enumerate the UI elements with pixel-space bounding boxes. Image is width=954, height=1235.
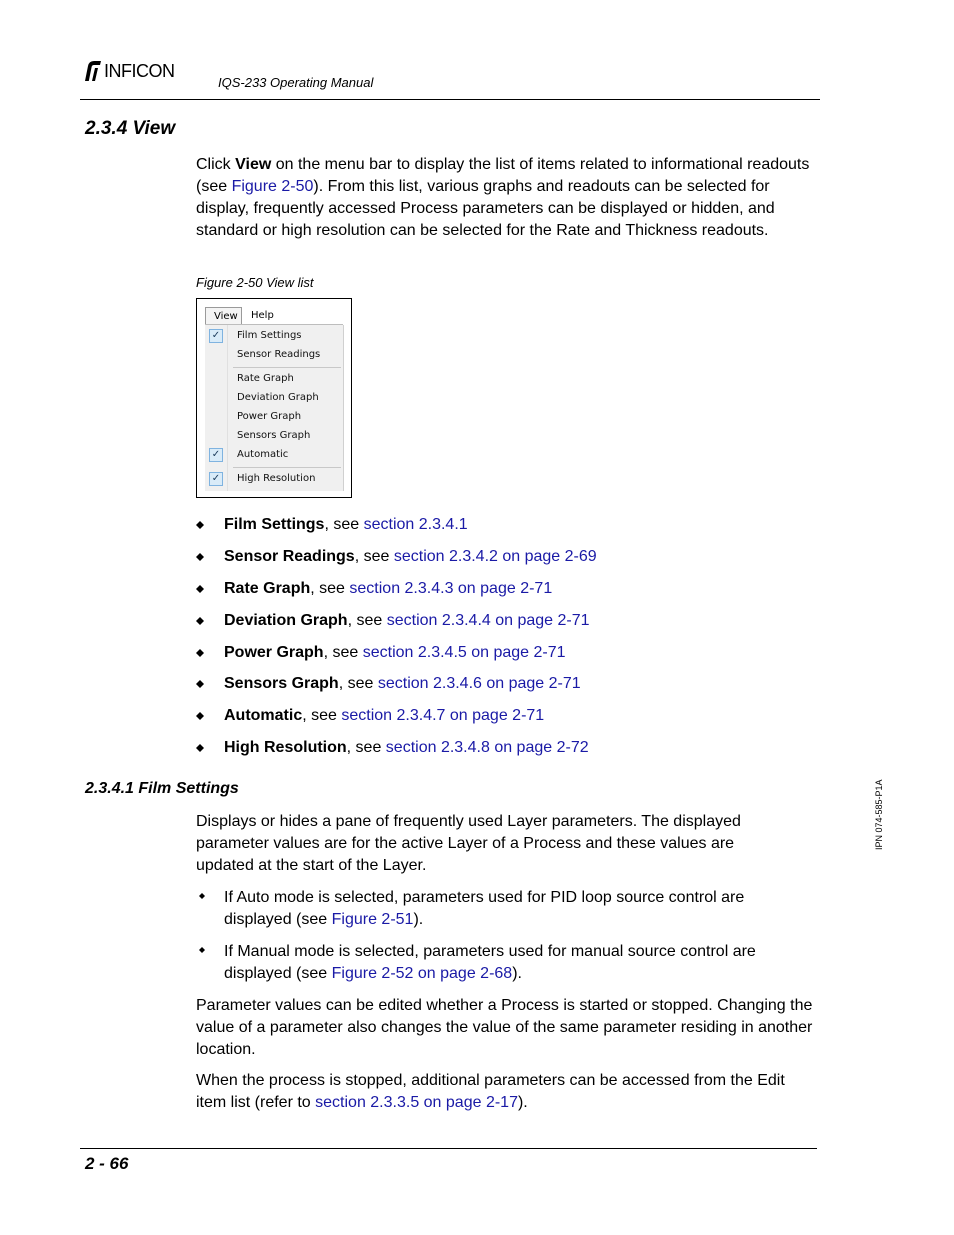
- figure-caption: Figure 2-50 View list: [196, 275, 314, 290]
- footer-divider: [80, 1148, 817, 1149]
- list-item-text: , see: [310, 580, 350, 597]
- view-dropdown: [205, 325, 344, 491]
- list-item-term: Sensor Readings: [224, 548, 355, 565]
- page-number: 2 - 66: [85, 1154, 129, 1173]
- list-item: [224, 610, 590, 632]
- menu-item-automatic[interactable]: Automatic: [237, 449, 289, 460]
- figure-2-52-link[interactable]: Figure 2-52 on page 2-68: [331, 965, 513, 982]
- menu-gutter: [227, 325, 228, 491]
- intro-text-3: ). From this list, various graphs and readouts can be selected for display, frequently accessed Process parameters can be displayed or hidden, and standard or high resolution can be selected for the Rate and Thickness readouts.: [196, 178, 775, 239]
- bullet-text: If Auto mode is selected, parameters used for PID loop source control are displayed (see: [224, 889, 745, 928]
- list-item-text: , see: [354, 548, 394, 565]
- document-title: IQS-233 Operating Manual: [218, 75, 374, 90]
- menu-item-high-resolution[interactable]: High Resolution: [237, 473, 316, 484]
- list-item-term: Power Graph: [224, 644, 324, 661]
- list-item: [224, 642, 566, 664]
- figure-2-51-link[interactable]: Figure 2-51: [331, 911, 414, 928]
- menu-item-rate-graph[interactable]: Rate Graph: [237, 373, 294, 384]
- list-item-term: Sensors Graph: [224, 675, 339, 692]
- menu-item-sensors-graph[interactable]: Sensors Graph: [237, 430, 311, 441]
- section-link[interactable]: section 2.3.4.4 on page 2-71: [386, 612, 590, 629]
- menu-item-power-graph[interactable]: Power Graph: [237, 411, 302, 422]
- list-item: [224, 705, 544, 727]
- intro-text-2: on the menu bar to display the list of items related to informational readouts (see: [196, 156, 810, 195]
- list-item: [224, 514, 468, 536]
- bullet-text: If Manual mode is selected, parameters used for manual source control are displayed (see: [224, 943, 756, 982]
- diamond-bullet-icon: [196, 680, 204, 688]
- diamond-bullet-icon: [196, 553, 204, 561]
- automatic-check-icon: ✓: [209, 448, 223, 462]
- inficon-logo: [82, 59, 202, 83]
- diamond-bullet-icon: [199, 947, 205, 953]
- diamond-bullet-icon: [196, 649, 204, 657]
- logo-text: INFICON: [104, 61, 175, 81]
- paragraph-text: When the process is stopped, additional parameters can be accessed from the Edit item list (refer to: [196, 1072, 785, 1111]
- list-item-term: Film Settings: [224, 516, 325, 533]
- list-item-text: , see: [346, 739, 386, 756]
- menu-item-deviation-graph[interactable]: Deviation Graph: [237, 392, 319, 403]
- menu-tab-view[interactable]: View: [205, 307, 242, 324]
- diamond-bullet-icon: [199, 893, 205, 899]
- menu-tab-help[interactable]: Help: [251, 310, 274, 321]
- view-menu-figure: [196, 298, 352, 498]
- menu-separator: [233, 367, 341, 368]
- film-settings-paragraph: Displays or hides a pane of frequently used Layer parameters. The displayed parameter values are for the active Layer of a Process and these values are updated at the start of the Layer.: [196, 813, 741, 874]
- list-item-text: , see: [338, 675, 378, 692]
- section-link[interactable]: section 2.3.4.5 on page 2-71: [362, 644, 566, 661]
- subsection-heading: 2.3.4.1 Film Settings: [85, 780, 239, 797]
- list-item-term: High Resolution: [224, 739, 347, 756]
- list-item: [224, 673, 581, 695]
- inficon-logo-mark-icon: [82, 60, 102, 82]
- menu-item-film-settings[interactable]: Film Settings: [237, 330, 302, 341]
- intro-paragraph: [196, 154, 816, 242]
- header-divider: [80, 99, 820, 100]
- menu-separator: [233, 467, 341, 468]
- list-item-text: , see: [323, 644, 363, 661]
- list-item-term: Deviation Graph: [224, 612, 348, 629]
- list-item-text: , see: [302, 707, 342, 724]
- film-settings-check-icon: ✓: [209, 329, 223, 343]
- parameter-edit-paragraph: Parameter values can be edited whether a Process is started or stopped. Changing the value of a parameter also changes the value of the same parameter residing in another location.: [196, 997, 813, 1058]
- section-2-3-3-5-link[interactable]: section 2.3.3.5 on page 2-17: [315, 1094, 518, 1111]
- ipn-text: IPN 074-585-P1A: [874, 779, 884, 850]
- bullet-text-end: ).: [512, 965, 522, 982]
- diamond-bullet-icon: [196, 744, 204, 752]
- section-link[interactable]: section 2.3.4.2 on page 2-69: [393, 548, 597, 565]
- paragraph-text-end: ).: [517, 1094, 528, 1111]
- list-item: [224, 546, 597, 568]
- list-item: [224, 737, 589, 759]
- intro-bold-view: View: [235, 156, 272, 173]
- ipn-label: [874, 775, 886, 850]
- section-link[interactable]: section 2.3.4.8 on page 2-72: [385, 739, 589, 756]
- auto-mode-bullet: [224, 887, 814, 931]
- manual-mode-bullet: [224, 941, 814, 985]
- list-item: [224, 578, 552, 600]
- diamond-bullet-icon: [196, 617, 204, 625]
- section-heading: 2.3.4 View: [85, 118, 176, 139]
- section-link[interactable]: section 2.3.4.3 on page 2-71: [349, 580, 553, 597]
- list-item-term: Automatic: [224, 707, 303, 724]
- figure-2-50-link[interactable]: Figure 2-50: [231, 178, 314, 195]
- list-item-text: , see: [347, 612, 387, 629]
- menu-item-sensor-readings[interactable]: Sensor Readings: [237, 349, 321, 360]
- high-resolution-check-icon: ✓: [209, 472, 223, 486]
- list-item-text: , see: [324, 516, 364, 533]
- diamond-bullet-icon: [196, 712, 204, 720]
- intro-text-1: Click: [196, 156, 236, 173]
- menu-bar: [205, 307, 343, 325]
- diamond-bullet-icon: [196, 521, 204, 529]
- section-link[interactable]: section 2.3.4.1: [363, 516, 468, 533]
- diamond-bullet-icon: [196, 585, 204, 593]
- section-link[interactable]: section 2.3.4.6 on page 2-71: [377, 675, 581, 692]
- section-link[interactable]: section 2.3.4.7 on page 2-71: [341, 707, 545, 724]
- process-stopped-paragraph: [196, 1070, 816, 1114]
- bullet-text-end: ).: [413, 911, 424, 928]
- list-item-term: Rate Graph: [224, 580, 311, 597]
